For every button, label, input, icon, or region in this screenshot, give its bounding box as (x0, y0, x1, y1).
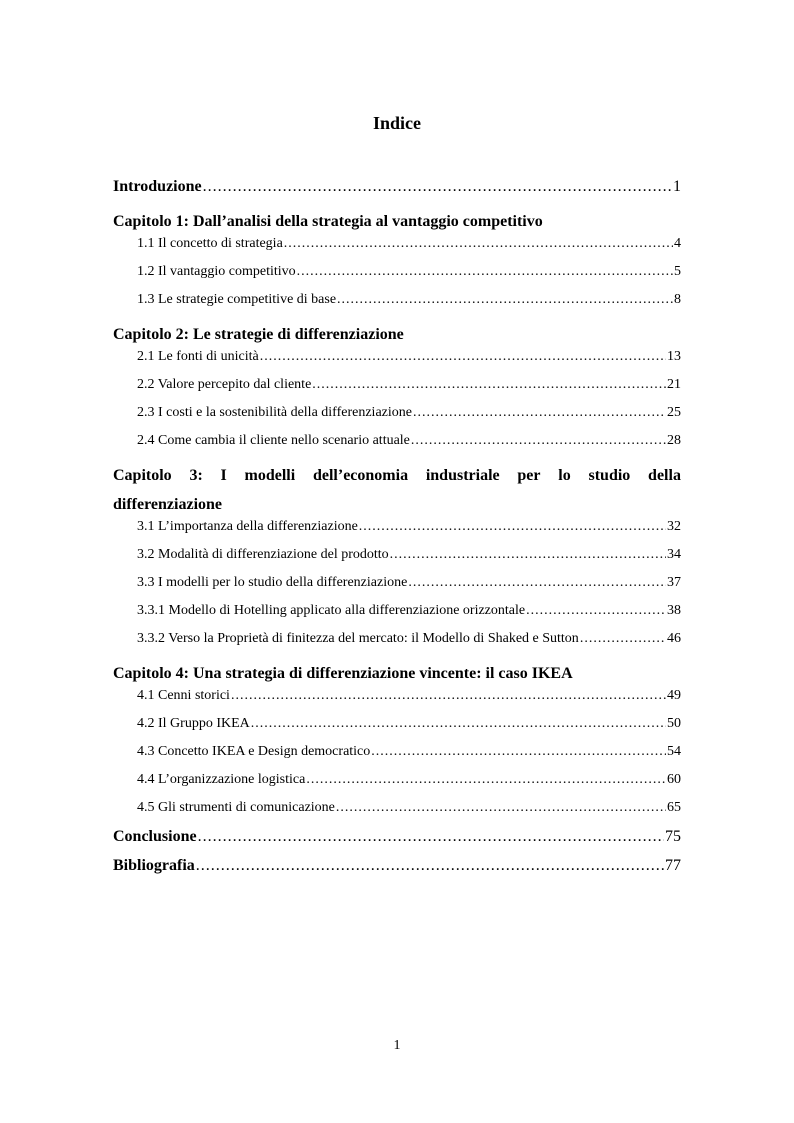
leader-dots (336, 800, 666, 816)
toc-page-number: 32 (667, 519, 681, 534)
toc-page-number: 54 (667, 744, 681, 759)
toc-label: 2.2 Valore percepito dal cliente (137, 377, 312, 392)
toc-label: 2.3 I costi e la sostenibilità della differenziazione (137, 405, 412, 420)
toc-page-number: 34 (667, 547, 681, 562)
toc-entry[interactable] (113, 349, 681, 377)
toc-page-number: 13 (667, 349, 681, 364)
toc-label: 4.1 Cenni storici (137, 688, 230, 703)
leader-dots (371, 744, 666, 760)
toc-label: Conclusione (113, 828, 197, 845)
leader-dots (306, 772, 666, 788)
page-number: 1 (393, 1038, 401, 1053)
heading-word: Capitolo (113, 467, 172, 484)
toc-page-number: 8 (674, 292, 681, 307)
leader-dots (408, 575, 666, 591)
leader-dots (198, 828, 664, 846)
toc-page-number: 38 (667, 603, 681, 618)
toc-page-number: 4 (674, 236, 681, 251)
leader-dots (359, 519, 666, 535)
toc-entry[interactable] (113, 377, 681, 405)
toc-page-number: 75 (665, 828, 681, 845)
heading-word: per (517, 467, 541, 484)
leader-dots (390, 547, 666, 563)
heading-word: 3: (189, 467, 203, 484)
toc-entry[interactable] (113, 688, 681, 716)
leader-dots (251, 716, 666, 732)
heading-word: industriale (425, 467, 500, 484)
toc-label: 2.1 Le fonti di unicità (137, 349, 259, 364)
toc-label: 3.3 I modelli per lo studio della differenziazione (137, 575, 408, 590)
chapter-heading-2[interactable]: Capitolo 2: Le strategie di differenziazione (113, 326, 404, 343)
heading-word: lo (558, 467, 571, 484)
toc-entry-conclusion[interactable] (113, 828, 681, 857)
toc-label: 1.3 Le strategie competitive di base (137, 292, 337, 307)
toc-entry-bibliography[interactable] (113, 857, 681, 886)
chapter-heading-4[interactable]: Capitolo 4: Una strategia di differenziazione vincente: il caso IKEA (113, 665, 573, 682)
toc-label: 4.5 Gli strumenti di comunicazione (137, 800, 335, 815)
heading-word: I (220, 467, 227, 484)
toc-page-number: 60 (667, 772, 681, 787)
leader-dots (196, 857, 664, 875)
toc-entry[interactable] (113, 405, 681, 433)
toc-page-number: 46 (667, 631, 681, 646)
toc-page-number: 28 (667, 433, 681, 448)
leader-dots (284, 236, 673, 252)
leader-dots (231, 688, 666, 704)
toc-label: 3.3.2 Verso la Proprietà di finitezza del mercato: il Modello di Shaked e Sutton (137, 631, 579, 646)
toc-page-number: 1 (673, 178, 681, 195)
toc-entry[interactable] (113, 236, 681, 264)
table-of-contents (113, 178, 681, 886)
toc-page-number: 5 (674, 264, 681, 279)
toc-page-number: 77 (665, 857, 681, 874)
toc-entry[interactable] (113, 603, 681, 631)
heading-word: studio (588, 467, 631, 484)
leader-dots (297, 264, 673, 280)
heading-word: dell’economia (312, 467, 409, 484)
toc-entry[interactable] (113, 433, 681, 461)
chapter-heading-3[interactable] (113, 461, 681, 490)
leader-dots (337, 292, 673, 308)
toc-entry[interactable] (113, 800, 681, 828)
heading-word: della (648, 467, 681, 484)
toc-entry-introduction[interactable] (113, 178, 681, 207)
toc-label: 2.4 Come cambia il cliente nello scenario attuale (137, 433, 410, 448)
page-title: Indice (372, 113, 421, 133)
leader-dots (413, 405, 666, 421)
toc-label: 4.2 Il Gruppo IKEA (137, 716, 250, 731)
toc-page-number: 49 (667, 688, 681, 703)
toc-label: Bibliografia (113, 857, 195, 874)
toc-entry[interactable] (113, 264, 681, 292)
toc-label: 3.2 Modalità di differenziazione del prodotto (137, 547, 389, 562)
toc-entry[interactable] (113, 744, 681, 772)
toc-page-number: 37 (667, 575, 681, 590)
toc-entry[interactable] (113, 575, 681, 603)
toc-entry[interactable] (113, 292, 681, 320)
toc-entry[interactable] (113, 519, 681, 547)
leader-dots (526, 603, 666, 619)
toc-entry[interactable] (113, 631, 681, 659)
heading-word: modelli (244, 467, 296, 484)
leader-dots (312, 377, 666, 393)
toc-page-number: 50 (667, 716, 681, 731)
toc-label: 3.3.1 Modello di Hotelling applicato alla differenziazione orizzontale (137, 603, 526, 618)
leader-dots (203, 178, 672, 196)
toc-page-number: 21 (667, 377, 681, 392)
toc-label: 1.2 Il vantaggio competitivo (137, 264, 296, 279)
toc-label: 4.3 Concetto IKEA e Design democratico (137, 744, 371, 759)
chapter-heading-1[interactable]: Capitolo 1: Dall’analisi della strategia al vantaggio competitivo (113, 213, 543, 230)
toc-entry[interactable] (113, 547, 681, 575)
leader-dots (411, 433, 666, 449)
toc-label: 4.4 L’organizzazione logistica (137, 772, 306, 787)
toc-label: 1.1 Il concetto di strategia (137, 236, 283, 251)
chapter-heading-3-line2[interactable]: differenziazione (113, 496, 223, 513)
toc-page-number: 25 (667, 405, 681, 420)
toc-label: Introduzione (113, 178, 202, 195)
leader-dots (580, 631, 666, 647)
leader-dots (260, 349, 666, 365)
toc-label: 3.1 L’importanza della differenziazione (137, 519, 358, 534)
toc-entry[interactable] (113, 772, 681, 800)
toc-page-number: 65 (667, 800, 681, 815)
toc-entry[interactable] (113, 716, 681, 744)
